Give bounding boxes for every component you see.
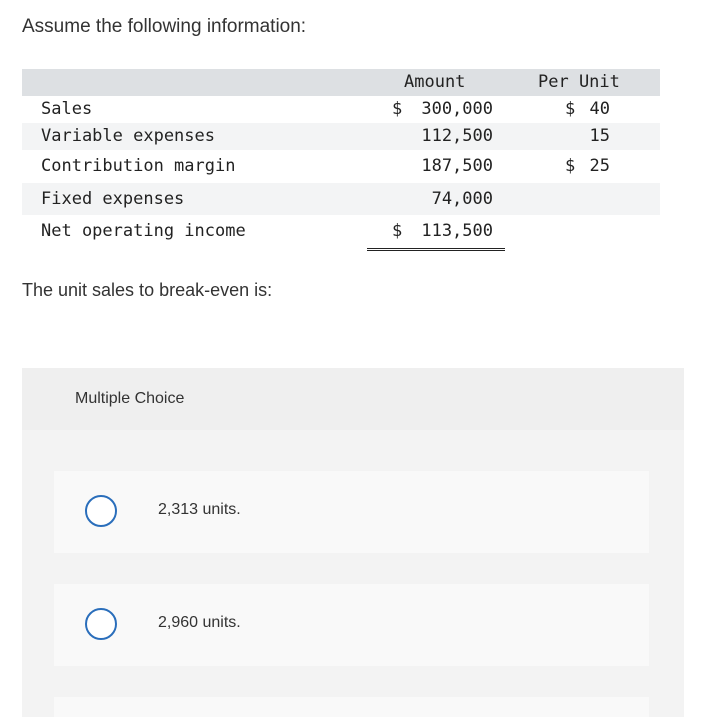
fixed-expenses-label: Fixed expenses [41,189,185,209]
per-unit-header-cell [505,69,660,96]
contribution-margin-per-unit-dollar: $ [565,156,576,176]
sales-amount: 300,000 [421,99,493,119]
net-operating-income-amount-cell [367,215,505,251]
radio-button[interactable] [85,608,117,640]
fixed-expenses-amount-cell [367,183,505,216]
answer-option[interactable] [54,584,649,666]
table-row-fixed-expenses [22,183,660,215]
table-row-sales [22,96,660,123]
table-row-variable-expenses [22,123,660,150]
sales-label: Sales [41,99,93,119]
multiple-choice-options [22,430,684,717]
contribution-margin-label: Contribution margin [41,156,236,176]
multiple-choice-panel [22,368,684,717]
answer-option[interactable] [54,471,649,553]
net-operating-income-amount: 113,500 [421,221,493,241]
contribution-margin-amount-cell [367,150,505,183]
multiple-choice-header [22,368,684,430]
net-operating-income-label: Net operating income [41,221,246,241]
sales-per-unit-dollar: $ [565,99,576,119]
answer-option-label: 2,960 units. [158,614,241,631]
sales-per-unit-cell [505,96,660,123]
multiple-choice-title: Multiple Choice [75,390,185,407]
variable-expenses-per-unit-cell [505,123,660,151]
radio-button[interactable] [85,495,117,527]
variable-expenses-label: Variable expenses [41,126,215,146]
financial-table [22,69,660,248]
per-unit-header: Per Unit [538,72,620,92]
variable-expenses-amount-cell [367,123,505,151]
sales-per-unit: 40 [589,99,610,119]
contribution-margin-per-unit-cell [505,150,660,186]
amount-header-cell [367,69,505,96]
net-operating-income-dollar: $ [392,221,403,241]
answer-option-partial[interactable] [54,697,649,717]
fixed-expenses-amount: 74,000 [431,189,493,209]
table-header-row [22,69,660,96]
sales-amount-cell [367,96,505,123]
answer-option-label: 2,313 units. [158,501,241,518]
variable-expenses-amount: 112,500 [421,126,493,146]
amount-header: Amount [404,72,466,92]
contribution-margin-amount: 187,500 [421,156,493,176]
table-row-net-operating-income [22,215,660,248]
contribution-margin-per-unit: 25 [589,156,610,176]
variable-expenses-per-unit: 15 [589,126,610,146]
intro-text: Assume the following information: [22,16,307,37]
question-text: The unit sales to break-even is: [22,280,273,300]
sales-amount-dollar: $ [392,99,403,119]
table-row-contribution-margin [22,150,660,183]
